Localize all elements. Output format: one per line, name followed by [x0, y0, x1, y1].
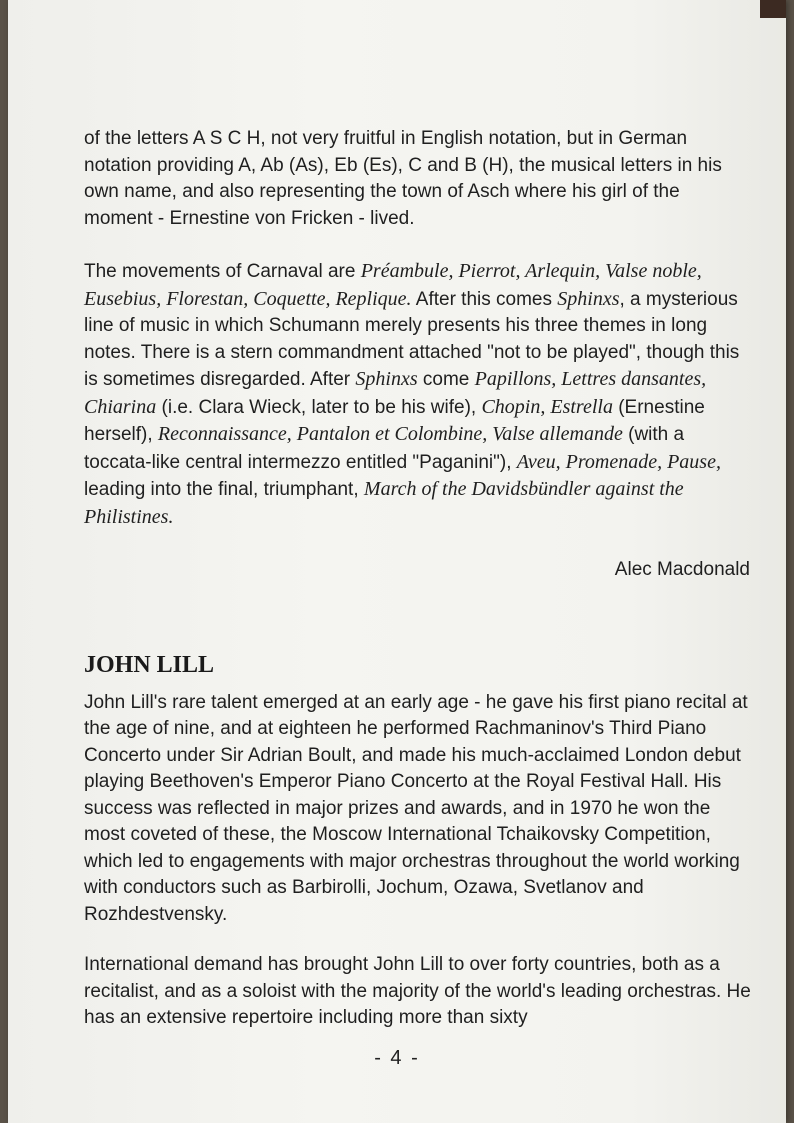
italic-titles: Papillons, Lettres dansantes, Chiarina [84, 368, 707, 418]
text-run: (with a toccata-like central intermezzo entitled "Paganini"), [84, 424, 685, 473]
italic-titles: Aveu, Promenade, Pause, [516, 450, 721, 473]
page-corner-shadow [760, 0, 786, 18]
italic-titles: Reconnaissance, Pantalon et Colombine, Valse allemande [157, 423, 623, 445]
italic-titles: Chopin, Estrella [481, 395, 613, 418]
text-run: The movements of Carnaval are [84, 261, 361, 282]
italic-titles: Sphinxs [355, 368, 418, 390]
carnaval-paragraph-1: of the letters A S C H, not very fruitful in English notation, but in German notation providing A, Ab (As), Eb (Es), C and B (H), the musical letters in his own name, and also representing the town of Asch where his girl of the moment - Ernestine von Fricken - lived. [84, 128, 722, 229]
biography-paragraph-2: International demand has brought John Lill to over forty countries, both as a recitalist, and as a soloist with the majority of the world's leading orchestras. He has an extensive repertoire including more than sixty [84, 954, 751, 1028]
document-page [8, 0, 786, 1123]
italic-titles: Sphinxs [557, 287, 620, 310]
author-signature: Alec Macdonald [614, 559, 750, 580]
italic-titles: March of the Davidsbündler against the Philistines. [84, 478, 684, 528]
text-run: After this comes [411, 288, 558, 310]
page-number: - 4 - [374, 1047, 420, 1069]
text-run: leading into the final, triumphant, [84, 479, 364, 500]
text-run: (Ernestine herself), [84, 396, 705, 445]
text-run: come [417, 369, 475, 390]
section-heading: JOHN LILL [84, 651, 215, 678]
page-content [84, 126, 752, 1032]
biography-paragraph-1: John Lill's rare talent emerged at an early age - he gave his first piano recital at the age of nine, and at eighteen he performed Rachmaninov's Third Piano Concerto under Sir Adrian Boult, and made his much-acclaimed London debut playing Beethoven's Emperor Piano Concerto at the Royal Festival Hall. His success was reflected in major prizes and awards, and in 1970 he won the most coveted of these, the Moscow International Tchaikovsky Competition, which led to engagements with major orchestras throughout the world working with conductors such as Barbirolli, Jochum, Ozawa, Svetlanov and Rozhdestvensky. [84, 691, 748, 925]
carnaval-paragraph-2 [84, 258, 752, 531]
text-run: (i.e. Clara Wieck, later to be his wife), [156, 396, 482, 418]
italic-titles: Préambule, Pierrot, Arlequin, Valse noble, Eusebius, Florestan, Coquette, Replique. [84, 260, 702, 310]
text-run: , a mysterious line of music in which Schumann merely presents his three themes in long notes. There is a stern commandment attached "not to be played", though this is sometimes disregarded. After [84, 288, 740, 390]
